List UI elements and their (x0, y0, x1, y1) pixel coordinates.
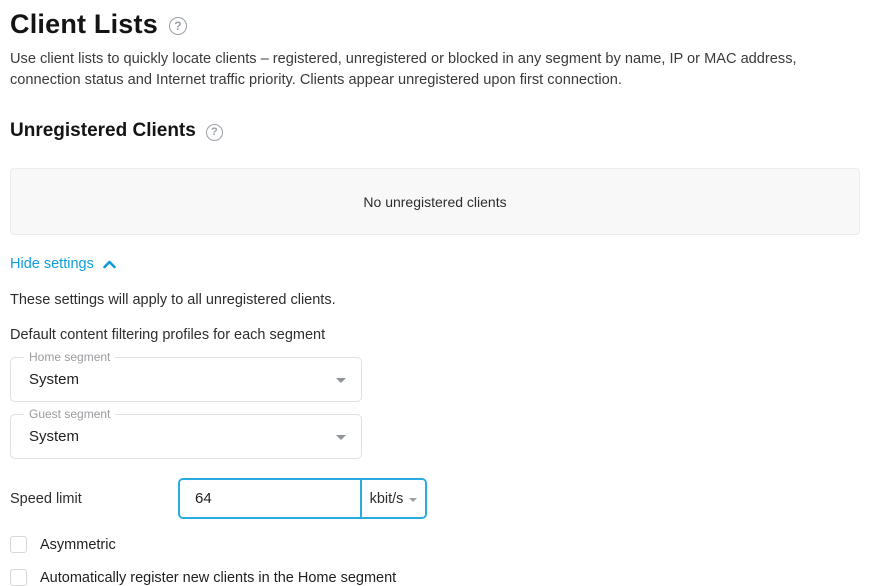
home-segment-select[interactable] (10, 350, 362, 402)
hide-settings-link[interactable] (10, 255, 116, 273)
guest-segment-value: System (29, 428, 80, 445)
chevron-up-icon (103, 257, 116, 273)
page-title-row (10, 9, 861, 40)
speed-unit-value: kbit/s (369, 490, 404, 507)
speed-unit-select[interactable] (360, 480, 425, 517)
home-segment-value: System (29, 371, 80, 388)
auto-register-checkbox[interactable] (10, 569, 27, 586)
chevron-down-icon (336, 378, 346, 383)
page-title: Client Lists (10, 9, 158, 39)
auto-register-checkbox-label[interactable]: Automatically register new clients in the Home segment (40, 569, 397, 586)
section-title-row (10, 120, 861, 142)
speed-limit-row (10, 478, 861, 519)
hide-settings-label: Hide settings (10, 256, 94, 272)
home-segment-label: Home segment (24, 350, 115, 365)
guest-segment-label: Guest segment (24, 407, 115, 422)
speed-limit-input[interactable] (180, 480, 360, 517)
asymmetric-checkbox[interactable] (10, 536, 27, 553)
chevron-down-icon (336, 435, 346, 440)
guest-segment-select[interactable] (10, 407, 362, 459)
profiles-heading: Default content filtering profiles for each segment (10, 327, 326, 343)
help-icon[interactable]: ? (206, 124, 223, 141)
empty-state-message: No unregistered clients (363, 193, 507, 210)
speed-limit-group (178, 478, 427, 519)
speed-limit-label: Speed limit (10, 490, 82, 507)
unregistered-clients-empty-state (10, 168, 860, 235)
section-title: Unregistered Clients (10, 120, 196, 141)
help-icon[interactable]: ? (169, 17, 187, 35)
chevron-down-icon (409, 498, 417, 502)
asymmetric-checkbox-label[interactable]: Asymmetric (40, 536, 116, 553)
page-description: Use client lists to quickly locate clients – registered, unregistered or blocked in any segment by name, IP or MAC address, connection status and Internet traffic priority. Clients appear unregistered upon first connection. (10, 51, 797, 88)
asymmetric-checkbox-row[interactable] (10, 536, 861, 553)
auto-register-checkbox-row[interactable] (10, 569, 861, 586)
settings-note: These settings will apply to all unregistered clients. (10, 292, 336, 308)
